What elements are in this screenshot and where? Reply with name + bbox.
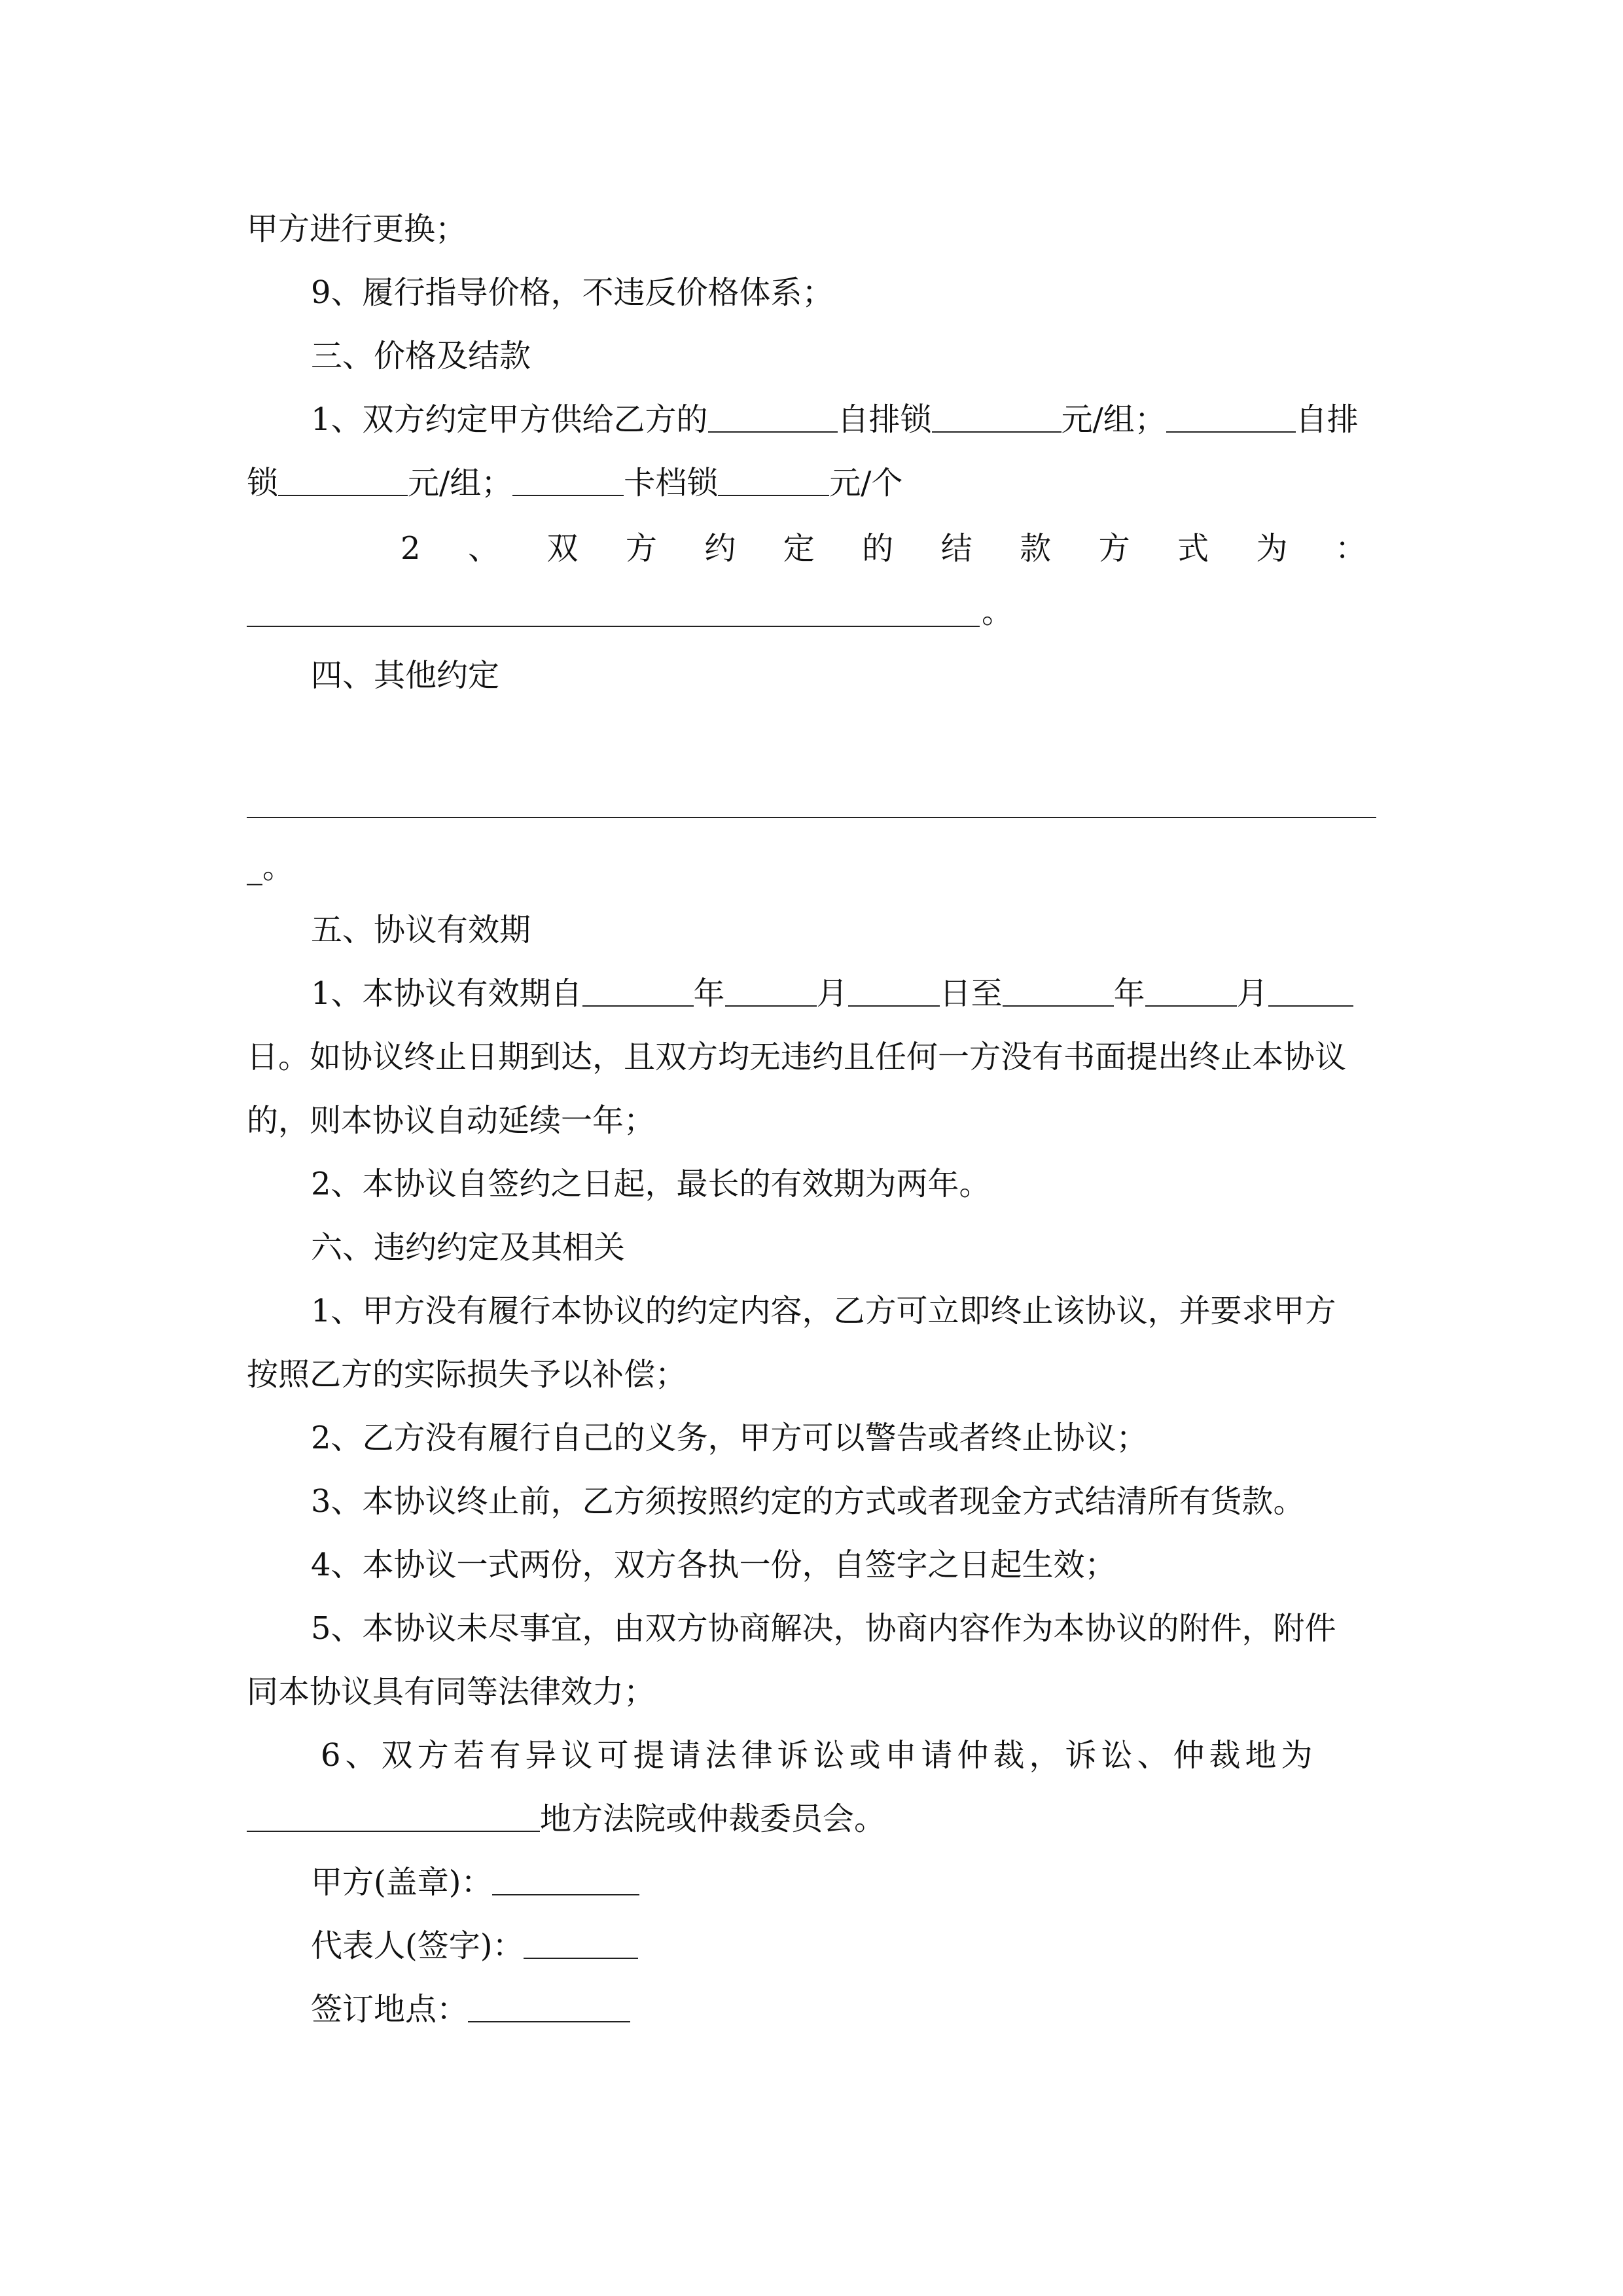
char: 结 xyxy=(940,530,972,567)
signature-blank xyxy=(492,1864,639,1895)
breach-clause-5: 5、本协议未尽事宜，由双方协商解决，协商内容作为本协议的附件，附件 xyxy=(311,1610,1336,1647)
breach-clause-6-cont xyxy=(247,1799,1376,1839)
text-fragment: 1、双方约定甲方供给乙方的 xyxy=(311,401,708,438)
breach-clause-3: 3、本协议终止前，乙方须按照约定的方式或者现金方式结清所有货款。 xyxy=(311,1483,1305,1520)
char: ： xyxy=(1334,530,1366,567)
text-line: 按照乙方的实际损失予以补偿； xyxy=(247,1356,687,1393)
text-fragment: 锁 xyxy=(247,465,279,501)
char: 款 xyxy=(1020,530,1052,567)
char: 双 xyxy=(546,530,579,567)
blank-field xyxy=(708,401,838,433)
blank-field xyxy=(247,1801,540,1832)
char: 约 xyxy=(704,530,736,567)
blank-field xyxy=(725,975,817,1007)
text-line: 甲方进行更换； xyxy=(247,211,467,247)
char: 方 xyxy=(1098,530,1130,567)
char: 、 xyxy=(467,530,499,567)
clause-9: 9、履行指导价格，不违反价格体系； xyxy=(311,274,834,311)
text-fragment: 元/个 xyxy=(829,465,903,501)
validity-clause-1 xyxy=(311,974,1376,1013)
blank-field xyxy=(932,401,1061,433)
signature-blank xyxy=(468,1991,630,2022)
signature-label: 代表人(签字)： xyxy=(311,1928,524,1964)
text-fragment: 元/组； xyxy=(1061,401,1166,438)
blank-field xyxy=(848,975,940,1007)
breach-clause-2: 2、乙方没有履行自己的义务，甲方可以警告或者终止协议； xyxy=(311,1420,1148,1456)
text-fragment: 地方法院或仲裁委员会。 xyxy=(540,1801,886,1837)
char: 式 xyxy=(1177,530,1209,567)
text-line: 同本协议具有同等法律效力； xyxy=(247,1674,656,1710)
signature-party-a xyxy=(311,1863,1376,1902)
signature-representative xyxy=(311,1926,1376,1965)
period: 。 xyxy=(982,594,1014,630)
section-heading-4: 四、其他约定 xyxy=(311,657,500,694)
char: 定 xyxy=(783,530,815,567)
validity-clause-2: 2、本协议自签约之日起，最长的有效期为两年。 xyxy=(311,1166,991,1202)
text-fragment: 卡档锁 xyxy=(624,465,719,501)
blank-field xyxy=(512,465,624,496)
char: 方 xyxy=(625,530,657,567)
text-line: 的，则本协议自动延续一年； xyxy=(247,1102,656,1139)
section-heading-6: 六、违约约定及其相关 xyxy=(311,1229,626,1266)
text-fragment: 元/组； xyxy=(408,465,513,501)
blank-field xyxy=(1145,975,1237,1007)
text-fragment: 年 xyxy=(1113,975,1145,1012)
breach-clause-1: 1、甲方没有履行本协议的约定内容，乙方可立即终止该协议，并要求甲方 xyxy=(311,1293,1336,1329)
text-fragment: 1、本协议有效期自 xyxy=(311,975,582,1012)
section-heading-5: 五、协议有效期 xyxy=(311,912,531,948)
text-fragment: 年 xyxy=(693,975,725,1012)
blank-line xyxy=(247,626,980,627)
text-fragment: 日至 xyxy=(939,975,1003,1012)
char: 的 xyxy=(862,530,894,567)
blank-field xyxy=(1003,975,1114,1007)
blank-line xyxy=(247,817,1376,818)
signature-label: 甲方(盖章)： xyxy=(311,1864,493,1901)
char: 2 xyxy=(401,530,421,567)
breach-clause-6: 6、双方若有异议可提请法律诉讼或申请仲裁，诉讼、仲裁地为 xyxy=(321,1737,1317,1774)
signature-blank xyxy=(524,1928,638,1959)
blank-field xyxy=(582,975,694,1007)
blank-field xyxy=(718,465,829,496)
text-fragment: 自排锁 xyxy=(837,401,932,438)
price-clause-1-cont xyxy=(247,463,1376,503)
text-line: _。 xyxy=(247,849,294,886)
section-heading-3: 三、价格及结款 xyxy=(311,338,531,374)
blank-field xyxy=(278,465,408,496)
breach-clause-4: 4、本协议一式两份，双方各执一份，自签字之日起生效； xyxy=(311,1547,1116,1583)
text-fragment: 自排 xyxy=(1295,401,1359,438)
signing-place xyxy=(311,1990,1376,2029)
text-fragment: 月 xyxy=(1236,975,1268,1012)
text-fragment: 月 xyxy=(816,975,848,1012)
text-line: 日。如协议终止日期到达，且双方均无违约且任何一方没有书面提出终止本协议 xyxy=(247,1039,1347,1075)
price-clause-1 xyxy=(311,400,1378,439)
payment-clause-2 xyxy=(401,529,1366,568)
char: 为 xyxy=(1256,530,1288,567)
blank-field xyxy=(1268,975,1353,1007)
blank-field xyxy=(1166,401,1296,433)
signature-label: 签订地点： xyxy=(311,1991,469,2028)
